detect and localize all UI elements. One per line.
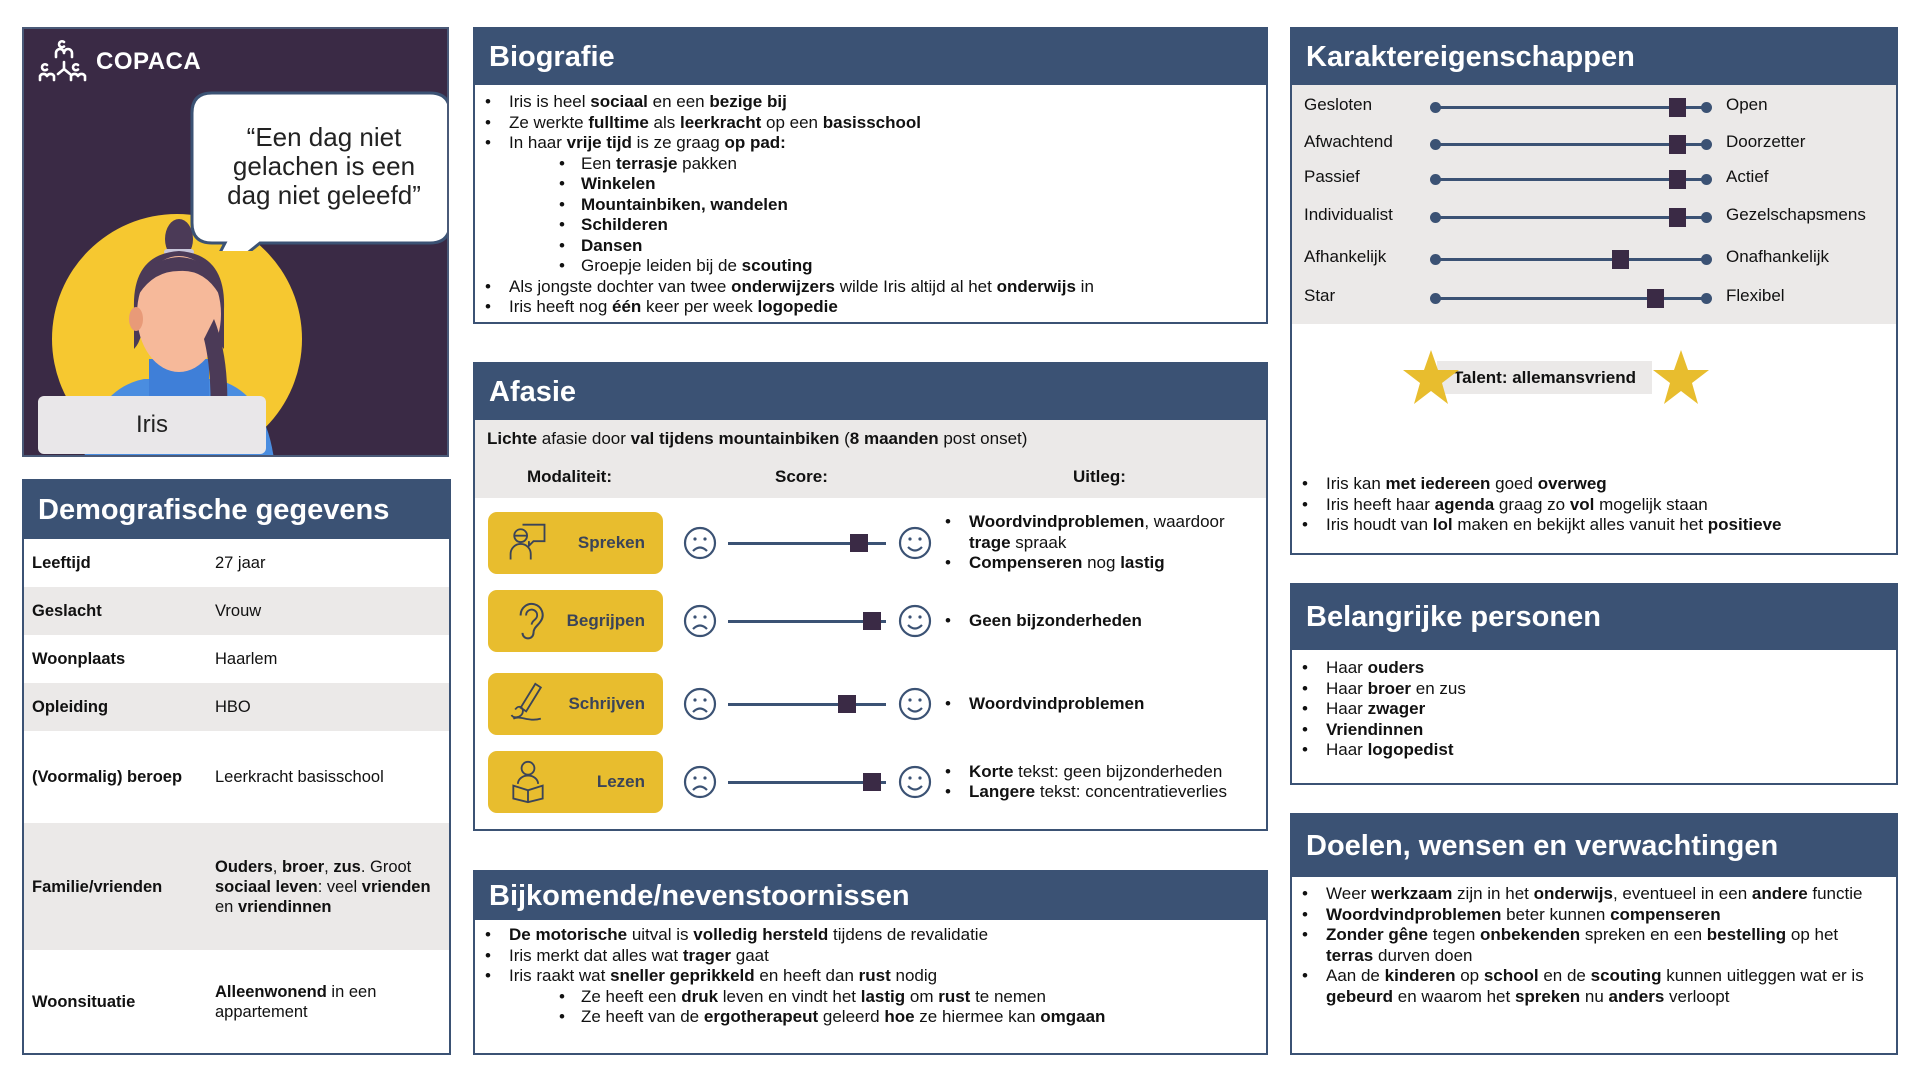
sub-list xyxy=(555,987,1266,1028)
hobby-item: • Schilderen xyxy=(555,215,1266,236)
explanation-item: • Korte tekst: geen bijzonderheden xyxy=(941,762,1227,783)
trait-left-label: Individualist xyxy=(1304,205,1393,224)
trait-marker xyxy=(1669,135,1686,154)
explanation-item: • Woordvindproblemen, waardoor trage spraak xyxy=(941,512,1241,553)
goals-panel xyxy=(1290,813,1898,1055)
trait-track xyxy=(1435,143,1707,146)
hobby-item: • Winkelen xyxy=(555,174,1266,195)
trait-slider xyxy=(1292,132,1896,156)
row-value: Haarlem xyxy=(215,650,278,668)
hobby-item: • Groepje leiden bij de scouting xyxy=(555,256,1266,277)
reading-person-icon xyxy=(506,760,550,804)
comorbidities-panel xyxy=(473,870,1268,1055)
sad-face-icon xyxy=(683,604,717,638)
modality-label: Lezen xyxy=(596,772,645,791)
trait-left-label: Gesloten xyxy=(1304,95,1373,114)
hobby-item: • Dansen xyxy=(555,236,1266,257)
panel-title: Demografische gegevens xyxy=(24,481,449,539)
hobby-item: • Mountainbiken, wandelen xyxy=(555,195,1266,216)
trait-slider xyxy=(1292,167,1896,191)
modality-row xyxy=(475,590,1266,652)
modality-explanation xyxy=(941,512,1241,574)
profile-card xyxy=(22,27,449,457)
panel-title: Afasie xyxy=(475,364,1266,420)
happy-face-icon xyxy=(898,604,932,638)
trait-right-label: Flexibel xyxy=(1726,286,1785,305)
aphasia-summary xyxy=(475,420,1266,498)
row-value: HBO xyxy=(215,698,251,716)
panel-title: Bijkomende/nevenstoornissen xyxy=(475,872,1266,920)
demographics-panel xyxy=(22,479,451,1055)
modality-row xyxy=(475,512,1266,574)
goals-list xyxy=(1292,877,1896,1007)
modality-badge xyxy=(488,590,663,652)
goal-item: • Woordvindproblemen beter kunnen compenseren xyxy=(1292,905,1876,926)
trait-track xyxy=(1435,216,1707,219)
personality-panel xyxy=(1290,27,1898,555)
score-marker xyxy=(863,773,881,791)
biography-item: • Iris is heel sociaal en een bezige bij xyxy=(475,92,1266,113)
column-header-uitleg: Uitleg: xyxy=(1073,467,1126,486)
trait-left-label: Afwachtend xyxy=(1304,132,1393,151)
score-scale xyxy=(728,542,886,545)
person-item: • Haar broer en zus xyxy=(1292,679,1896,700)
personality-item: • Iris houdt van lol maken en bekijkt alles vanuit het positieve xyxy=(1292,515,1896,536)
score-marker xyxy=(863,612,881,630)
explanation-item: • Woordvindproblemen xyxy=(941,694,1144,715)
trait-track xyxy=(1435,297,1707,300)
trait-marker xyxy=(1612,250,1629,269)
row-value: Leerkracht basisschool xyxy=(215,768,384,786)
modality-label: Spreken xyxy=(577,533,645,552)
modality-badge xyxy=(488,512,663,574)
person-item: • Haar logopedist xyxy=(1292,740,1896,761)
trait-left-label: Afhankelijk xyxy=(1304,247,1387,266)
table-row xyxy=(24,731,449,823)
row-value: Vrouw xyxy=(215,602,262,620)
brand-name: COPACA xyxy=(96,48,202,75)
modality-row xyxy=(475,751,1266,813)
row-label: Leeftijd xyxy=(32,554,91,572)
happy-face-icon xyxy=(898,526,932,560)
table-row xyxy=(24,823,449,950)
talent-label: Talent: allemansvriend xyxy=(1437,361,1652,394)
biography-item: • Iris heeft nog één keer per week logopedie xyxy=(475,297,1266,318)
biography-item: • Ze werkte fulltime als leerkracht op een basisschool xyxy=(475,113,1266,134)
row-label: Woonplaats xyxy=(32,650,126,668)
happy-face-icon xyxy=(898,687,932,721)
personality-item: • Iris kan met iedereen goed overweg xyxy=(1292,474,1896,495)
ear-icon xyxy=(506,599,550,643)
modality-explanation xyxy=(941,590,1241,652)
trait-left-label: Passief xyxy=(1304,167,1360,186)
score-marker xyxy=(850,534,868,552)
score-scale xyxy=(728,781,886,784)
aphasia-diagnosis: Lichte afasie door val tijdens mountainbiken (8 maanden post onset) xyxy=(487,429,1028,448)
sad-face-icon xyxy=(683,765,717,799)
trait-marker xyxy=(1647,289,1664,308)
trait-marker xyxy=(1669,98,1686,117)
biography-panel xyxy=(473,27,1268,324)
sub-list xyxy=(555,154,1266,277)
row-label: (Voormalig) beroep xyxy=(32,768,183,786)
brand-logo xyxy=(34,35,201,89)
panel-title: Biografie xyxy=(475,29,1266,85)
explanation-item: • Compenseren nog lastig xyxy=(941,553,1241,574)
persona-name: Iris xyxy=(38,396,266,454)
comorbidity-item: • Iris merkt dat alles wat trager gaat xyxy=(475,946,1266,967)
row-value: Alleenwonend in een appartement xyxy=(215,982,377,1021)
trait-track xyxy=(1435,106,1707,109)
trait-right-label: Doorzetter xyxy=(1726,132,1806,151)
writing-hand-icon xyxy=(506,682,550,726)
biography-item: • Als jongste dochter van twee onderwijzers wilde Iris altijd al het onderwijs in xyxy=(475,277,1266,298)
row-value: Ouders, broer, zus. Groot sociaal leven: veel vrienden en vriendinnen xyxy=(215,857,431,916)
explanation-item: • Langere tekst: concentratieverlies xyxy=(941,782,1227,803)
modality-badge xyxy=(488,673,663,735)
quote-bubble xyxy=(190,91,449,251)
trait-right-label: Onafhankelijk xyxy=(1726,247,1830,266)
modality-row xyxy=(475,673,1266,735)
table-row xyxy=(24,635,449,683)
trait-sliders xyxy=(1292,85,1896,324)
star-icon xyxy=(1652,349,1710,405)
row-label: Geslacht xyxy=(32,602,102,620)
row-label: Woonsituatie xyxy=(32,992,136,1011)
demographics-table xyxy=(24,539,449,1053)
goal-item: • Zonder gêne tegen onbekenden spreken en een bestelling op het terras durven doen xyxy=(1292,925,1876,966)
person-item: • Vriendinnen xyxy=(1292,720,1896,741)
trait-slider xyxy=(1292,95,1896,119)
person-item: • Haar zwager xyxy=(1292,699,1896,720)
trait-track xyxy=(1435,178,1707,181)
trait-marker xyxy=(1669,208,1686,227)
table-row xyxy=(24,950,449,1053)
comorbidity-subitem: • Ze heeft een druk leven en vindt het lastig om rust te nemen xyxy=(555,987,1266,1008)
important-people-list xyxy=(1292,650,1896,761)
biography-list xyxy=(475,85,1266,318)
trait-right-label: Actief xyxy=(1726,167,1769,186)
table-row xyxy=(24,587,449,635)
comorbidity-item: • Iris raakt wat sneller geprikkeld en heeft dan rust nodig • Ze heeft een druk leven en vindt het lastig om rust te nemen • Ze heeft van de ergotherapeut geleerd hoe ze hiermee kan omgaan xyxy=(475,966,1266,1028)
trait-slider xyxy=(1292,286,1896,310)
table-row xyxy=(24,539,449,587)
trait-marker xyxy=(1669,170,1686,189)
trait-slider xyxy=(1292,205,1896,229)
score-scale xyxy=(728,703,886,706)
comorbidity-subitem: • Ze heeft van de ergotherapeut geleerd hoe ze hiermee kan omgaan xyxy=(555,1007,1266,1028)
trait-track xyxy=(1435,258,1707,261)
persona-quote: “Een dag niet gelachen is een dag niet geleefd” xyxy=(227,122,421,210)
modality-explanation xyxy=(941,673,1241,735)
hobby-item: • Een terrasje pakken xyxy=(555,154,1266,175)
trait-right-label: Gezelschapsmens xyxy=(1726,205,1866,224)
column-header-score: Score: xyxy=(775,467,828,486)
personality-item: • Iris heeft haar agenda graag zo vol mogelijk staan xyxy=(1292,495,1896,516)
table-row xyxy=(24,683,449,731)
score-scale xyxy=(728,620,886,623)
row-label: Opleiding xyxy=(32,698,109,716)
people-network-icon xyxy=(34,35,88,89)
person-item: • Haar ouders xyxy=(1292,658,1896,679)
row-value: 27 jaar xyxy=(215,554,266,572)
explanation-item: • Geen bijzonderheden xyxy=(941,611,1142,632)
talent-banner xyxy=(1402,349,1642,404)
score-marker xyxy=(838,695,856,713)
trait-slider xyxy=(1292,247,1896,271)
comorbidities-list xyxy=(475,920,1266,1028)
star-icon xyxy=(1402,349,1460,405)
trait-right-label: Open xyxy=(1726,95,1768,114)
aphasia-panel xyxy=(473,362,1268,831)
column-header-modaliteit: Modaliteit: xyxy=(527,467,612,486)
modality-explanation xyxy=(941,751,1241,813)
row-label: Familie/vrienden xyxy=(32,877,163,896)
modality-badge xyxy=(488,751,663,813)
sad-face-icon xyxy=(683,687,717,721)
personality-list xyxy=(1292,474,1896,536)
biography-item: • In haar vrije tijd is ze graag op pad: • Een terrasje pakken • Winkelen • Mountainbiken, wandelen • Schilderen • Dansen • Groepje leiden bij de scouting xyxy=(475,133,1266,277)
goal-item: • Aan de kinderen op school en de scouting kunnen uitleggen wat er is gebeurd en waarom het spreken nu anders verloopt xyxy=(1292,966,1876,1007)
sad-face-icon xyxy=(683,526,717,560)
goal-item: • Weer werkzaam zijn in het onderwijs, eventueel in een andere functie xyxy=(1292,884,1876,905)
happy-face-icon xyxy=(898,765,932,799)
panel-title: Belangrijke personen xyxy=(1292,585,1896,650)
trait-left-label: Star xyxy=(1304,286,1336,305)
important-people-panel xyxy=(1290,583,1898,785)
panel-title: Doelen, wensen en verwachtingen xyxy=(1292,815,1896,877)
modality-label: Schrijven xyxy=(568,694,645,713)
comorbidity-item: • De motorische uitval is volledig hersteld tijdens de revalidatie xyxy=(475,925,1266,946)
speaking-person-icon xyxy=(506,521,550,565)
modality-label: Begrijpen xyxy=(566,611,645,630)
panel-title: Karaktereigenschappen xyxy=(1292,29,1896,85)
